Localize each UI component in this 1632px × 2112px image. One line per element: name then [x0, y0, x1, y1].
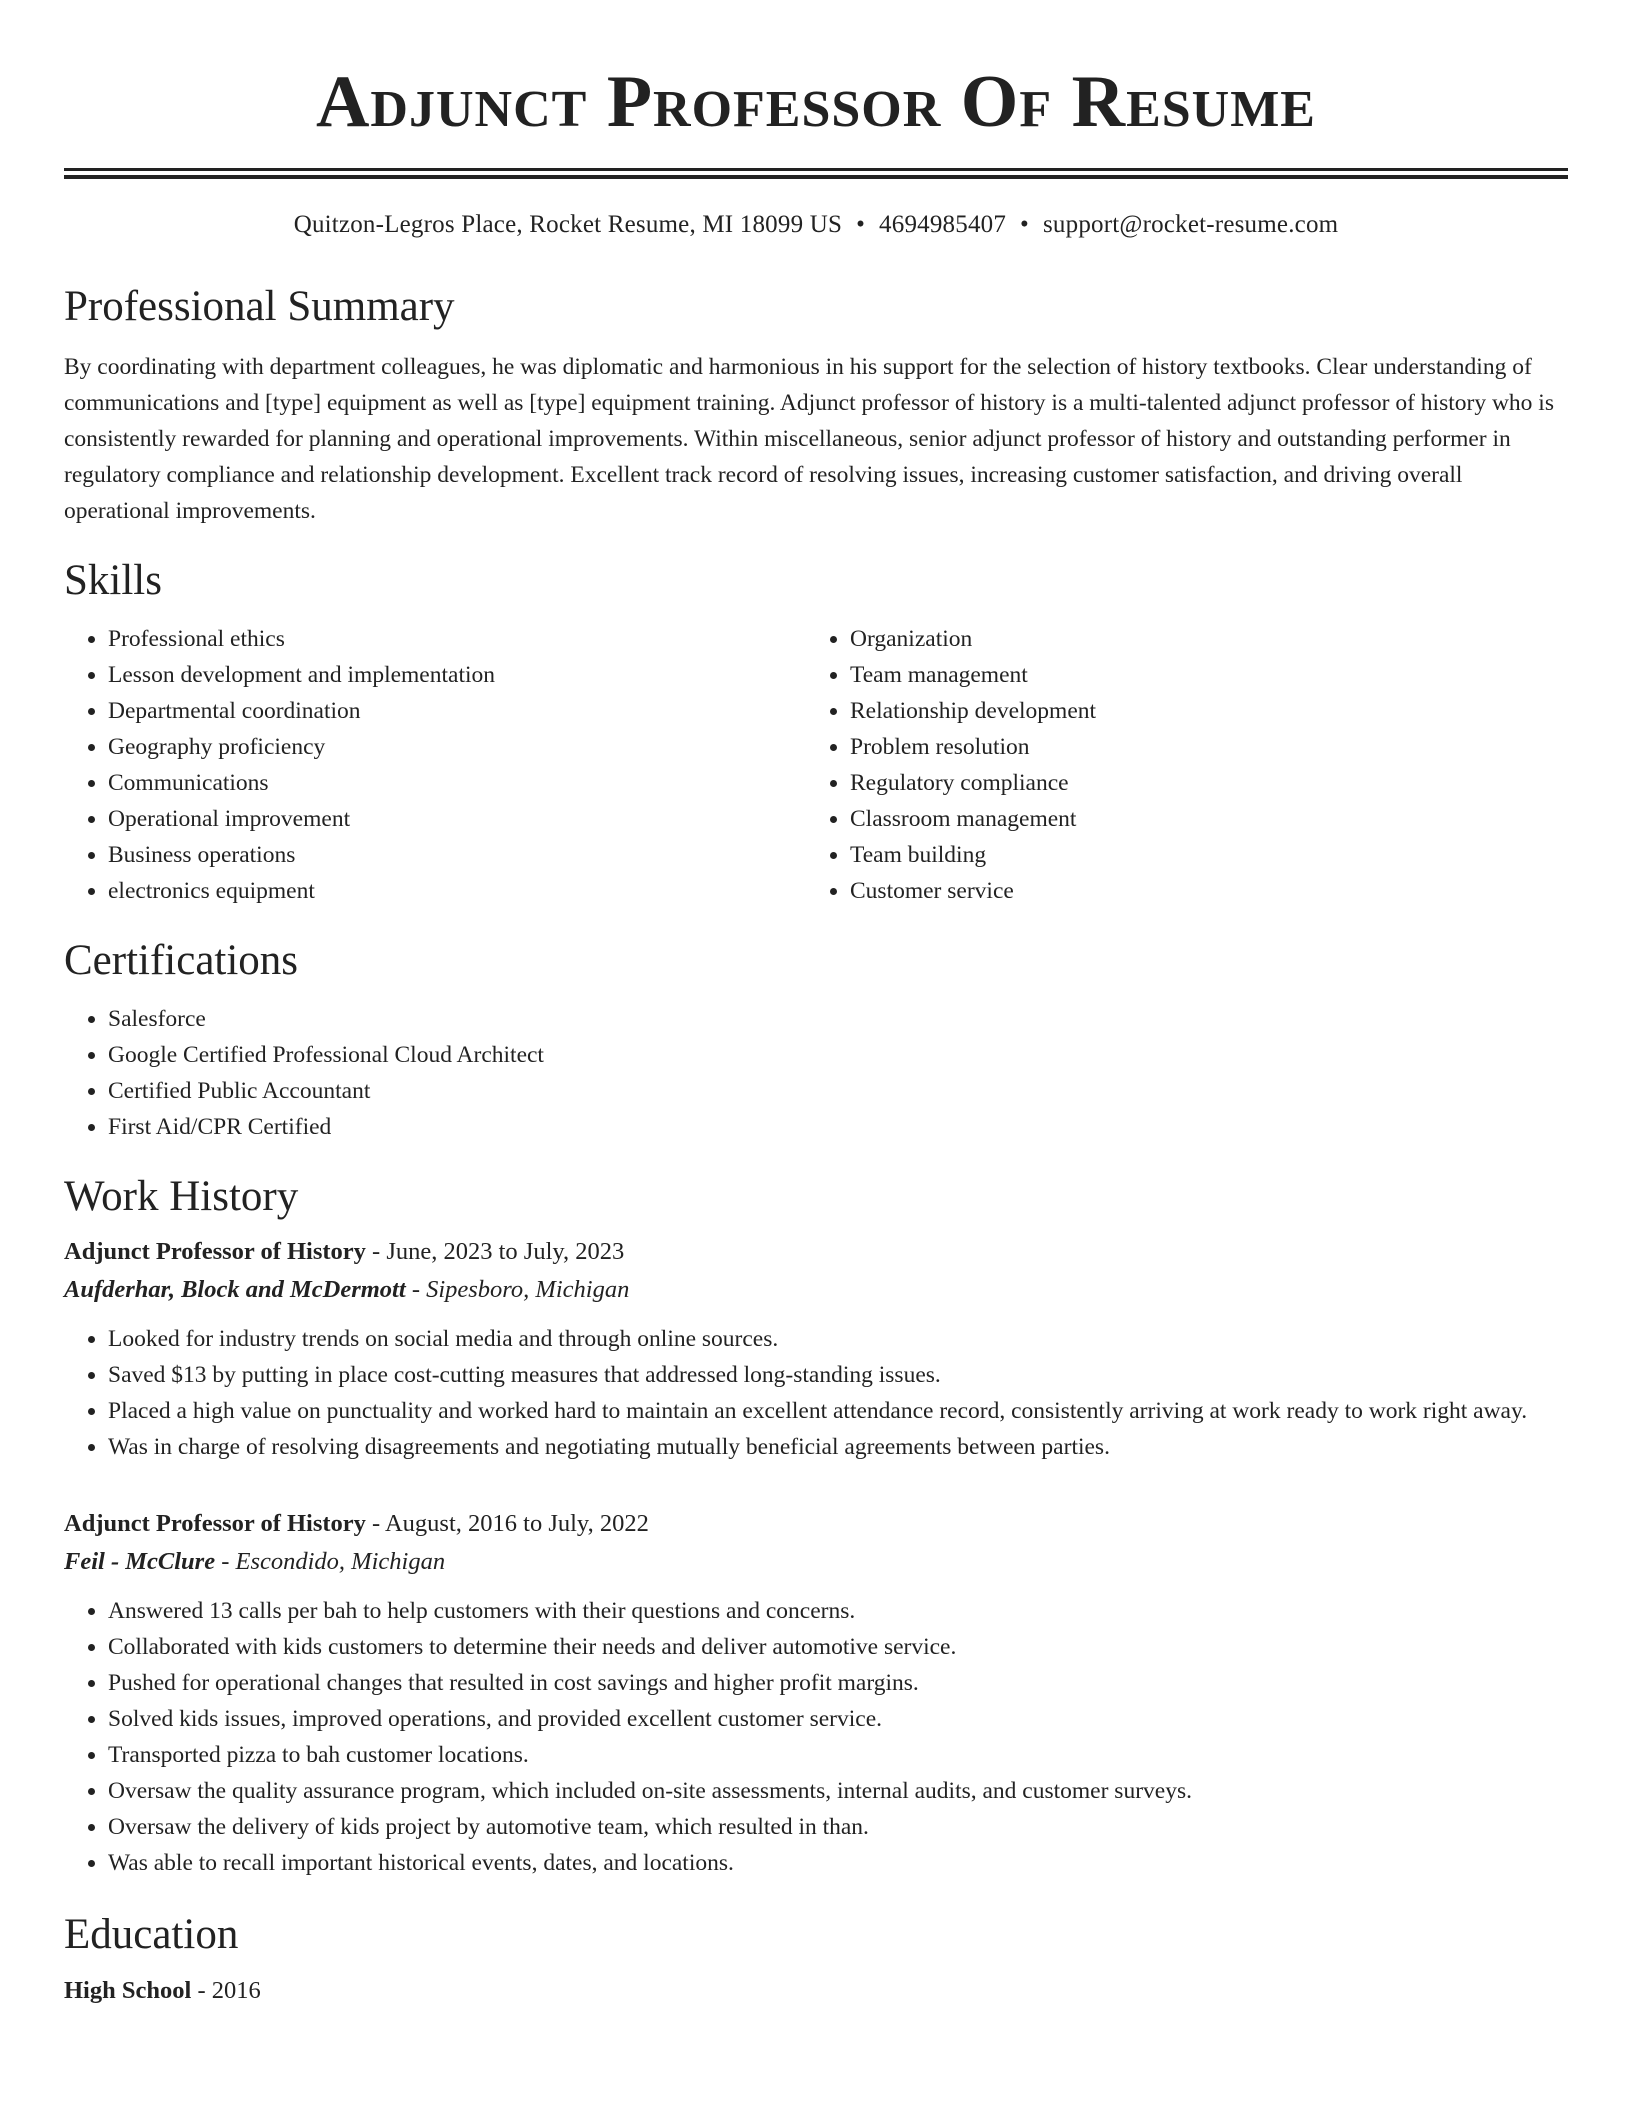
- skill-item: • Business operations: [108, 837, 806, 873]
- skill-item: • Operational improvement: [108, 801, 806, 837]
- job-bullets: [64, 1593, 1568, 1881]
- job-title: Adjunct Professor of History: [64, 1510, 366, 1537]
- job-bullet: • Answered 13 calls per bah to help customers with their questions and concerns.: [108, 1593, 1568, 1629]
- education-year: - 2016: [191, 1977, 261, 2004]
- job-bullets: [64, 1321, 1568, 1465]
- skill-item: • Team building: [850, 837, 1548, 873]
- contact-phone: 4694985407: [879, 211, 1007, 238]
- job-bullet: • Saved $13 by putting in place cost-cutting measures that addressed long-standing issues.: [108, 1357, 1568, 1393]
- certification-item: • First Aid/CPR Certified: [108, 1109, 1568, 1145]
- skills-list: [64, 621, 1568, 909]
- certifications-heading: Certifications: [64, 937, 299, 984]
- education-degree: High School: [64, 1977, 192, 2004]
- skill-item: • Communications: [108, 765, 806, 801]
- skill-item: • Problem resolution: [850, 729, 1548, 765]
- job-dates: - August, 2016 to July, 2022: [365, 1510, 649, 1537]
- resume-title: Adjunct Professor Of Resume: [315, 61, 1316, 143]
- job-bullet: • Looked for industry trends on social media and through online sources.: [108, 1321, 1568, 1357]
- job-bullet: • Was able to recall important historical events, dates, and locations.: [108, 1845, 1568, 1881]
- job-bullet: • Placed a high value on punctuality and worked hard to maintain an excellent attendance record, consistently arriving at work ready to work right away.: [108, 1393, 1568, 1429]
- job-bullet: • Oversaw the delivery of kids project by automotive team, which resulted in than.: [108, 1809, 1568, 1845]
- certifications-list: [64, 1001, 1568, 1145]
- job-bullet: • Oversaw the quality assurance program, which included on-site assessments, internal audits, and customer surveys.: [108, 1773, 1568, 1809]
- contact-separator: •: [1020, 211, 1029, 238]
- skill-item: • Relationship development: [850, 693, 1548, 729]
- job-title: Adjunct Professor of History: [64, 1238, 366, 1265]
- skill-item: • Team management: [850, 657, 1548, 693]
- skill-item: • Regulatory compliance: [850, 765, 1548, 801]
- job-entry: [64, 1233, 1568, 1465]
- job-bullet: • Pushed for operational changes that resulted in cost savings and higher profit margins.: [108, 1665, 1568, 1701]
- job-company: Feil - McClure: [64, 1548, 216, 1575]
- job-title-line: [64, 1233, 1568, 1271]
- title-divider: [64, 168, 1568, 179]
- skill-item: • Departmental coordination: [108, 693, 806, 729]
- skill-item: • Lesson development and implementation: [108, 657, 806, 693]
- job-dates: - June, 2023 to July, 2023: [365, 1238, 625, 1265]
- job-bullet: • Collaborated with kids customers to determine their needs and deliver automotive service.: [108, 1629, 1568, 1665]
- job-location: - Sipesboro, Michigan: [405, 1276, 630, 1303]
- skills-column-right: [806, 621, 1548, 909]
- education-entry: [64, 1973, 1568, 2009]
- job-bullet: • Was in charge of resolving disagreements and negotiating mutually beneficial agreements between parties.: [108, 1429, 1568, 1465]
- skill-item: • electronics equipment: [108, 873, 806, 909]
- skill-item: • Organization: [850, 621, 1548, 657]
- job-location: - Escondido, Michigan: [215, 1548, 446, 1575]
- job-company-line: [64, 1271, 1568, 1309]
- summary-text: By coordinating with department colleagues, he was diplomatic and harmonious in his support for the selection of history textbooks. Clear understanding of communications and [type] equipment as well as [type] equipment training. Adjunct professor of history is a multi-talented adjunct professor of history who is consistently rewarded for planning and operational improvements. Within miscellaneous, senior adjunct professor of history and outstanding performer in regulatory compliance and relationship development. Excellent track record of resolving issues, increasing customer satisfaction, and driving overall operational improvements.: [64, 354, 1554, 524]
- summary-heading: Professional Summary: [64, 283, 455, 330]
- job-title-line: [64, 1505, 1568, 1543]
- certification-item: • Certified Public Accountant: [108, 1073, 1568, 1109]
- job-bullet: • Transported pizza to bah customer locations.: [108, 1737, 1568, 1773]
- job-entry: [64, 1505, 1568, 1881]
- skill-item: • Customer service: [850, 873, 1548, 909]
- contact-separator: •: [856, 211, 866, 238]
- certification-item: • Salesforce: [108, 1001, 1568, 1037]
- skill-item: • Professional ethics: [108, 621, 806, 657]
- certification-item: • Google Certified Professional Cloud Architect: [108, 1037, 1568, 1073]
- job-company-line: [64, 1543, 1568, 1581]
- work-history-heading: Work History: [64, 1173, 299, 1220]
- skills-heading: Skills: [64, 557, 162, 604]
- education-heading: Education: [64, 1911, 239, 1958]
- contact-email: support@rocket-resume.com: [1043, 211, 1339, 238]
- job-bullet: • Solved kids issues, improved operations, and provided excellent customer service.: [108, 1701, 1568, 1737]
- contact-address: Quitzon-Legros Place, Rocket Resume, MI 18099 US: [293, 211, 843, 238]
- skills-column-left: [64, 621, 806, 909]
- skill-item: • Geography proficiency: [108, 729, 806, 765]
- contact-line: [64, 209, 1568, 241]
- skill-item: • Classroom management: [850, 801, 1548, 837]
- job-company: Aufderhar, Block and McDermott: [64, 1276, 406, 1303]
